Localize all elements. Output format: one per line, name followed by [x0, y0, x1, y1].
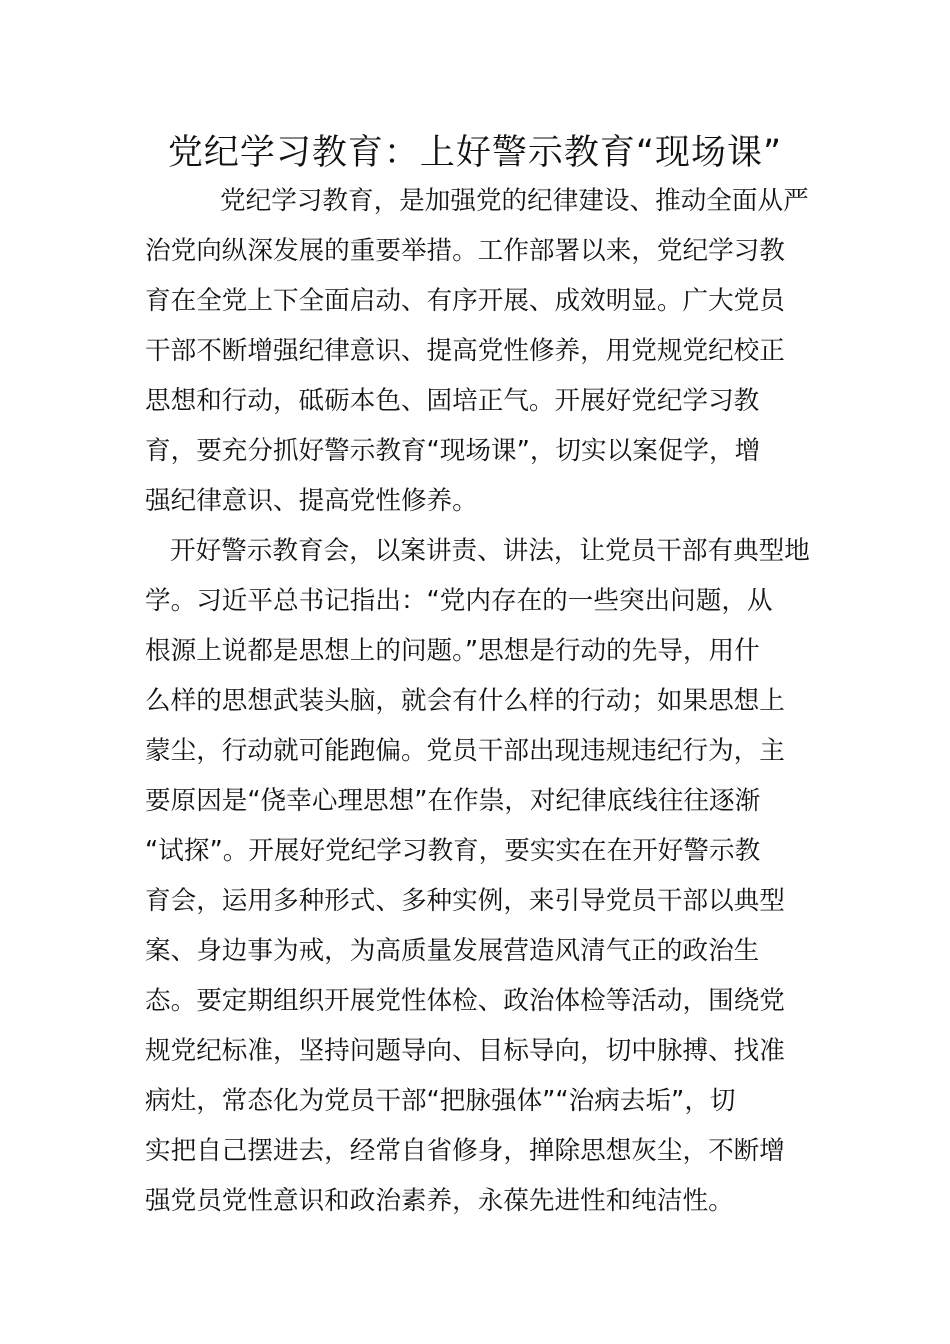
- paragraph-line: 蒙尘，行动就可能跑偏。党员干部出现违规违纪行为，主: [145, 736, 785, 766]
- paragraph-line: 实把自己摆进去，经常自省修身，掸除思想灰尘，不断增: [145, 1136, 785, 1166]
- paragraph-line: 党纪学习教育，是加强党的纪律建设、推动全面从严: [220, 186, 809, 216]
- paragraph-line: 育，要充分抓好警示教育“现场课”，切实以案促学，增: [145, 436, 761, 466]
- document-title: 党纪学习教育：上好警示教育“现场课”: [167, 133, 783, 173]
- paragraph-line: 案、身边事为戒，为高质量发展营造风清气正的政治生: [145, 936, 760, 966]
- paragraph-line: 规党纪标准，坚持问题导向、目标导向，切中脉搏、找准: [145, 1036, 785, 1066]
- paragraph-line: 治党向纵深发展的重要举措。工作部署以来，党纪学习教: [145, 236, 785, 266]
- paragraph-line: 态。要定期组织开展党性体检、政治体检等活动，围绕党: [145, 986, 785, 1016]
- paragraph-line: 干部不断增强纪律意识、提高党性修养，用党规党纪校正: [145, 336, 785, 366]
- paragraph-line: 思想和行动，砥砺本色、固培正气。开展好党纪学习教: [145, 386, 760, 416]
- paragraph-line: 育会，运用多种形式、多种实例，来引导党员干部以典型: [145, 886, 785, 916]
- paragraph-line: 么样的思想武装头脑，就会有什么样的行动；如果思想上: [145, 686, 785, 716]
- paragraph-line: “试探”。开展好党纪学习教育，要实实在在开好警示教: [145, 836, 761, 866]
- paragraph-2: [145, 526, 810, 1226]
- paragraph-1: [145, 176, 810, 526]
- paragraph-line: 强纪律意识、提高党性修养。: [145, 486, 478, 516]
- paragraph-line: 强党员党性意识和政治素养，永葆先进性和纯洁性。: [145, 1186, 734, 1216]
- paragraph-line: 开好警示教育会，以案讲责、讲法，让党员干部有典型地: [170, 536, 810, 566]
- paragraph-line: 根源上说都是思想上的问题。”思想是行动的先导，用什: [145, 636, 760, 666]
- document-body: [145, 176, 810, 1226]
- paragraph-line: 育在全党上下全面启动、有序开展、成效明显。广大党员: [145, 286, 785, 316]
- paragraph-line: 要原因是“侥幸心理思想”在作祟，对纪律底线往往逐渐: [145, 786, 761, 816]
- paragraph-line: 学。习近平总书记指出：“党内存在的一些突出问题，从: [145, 586, 773, 616]
- paragraph-line: 病灶，常态化为党员干部“把脉强体”“治病去垢”，切: [145, 1086, 736, 1116]
